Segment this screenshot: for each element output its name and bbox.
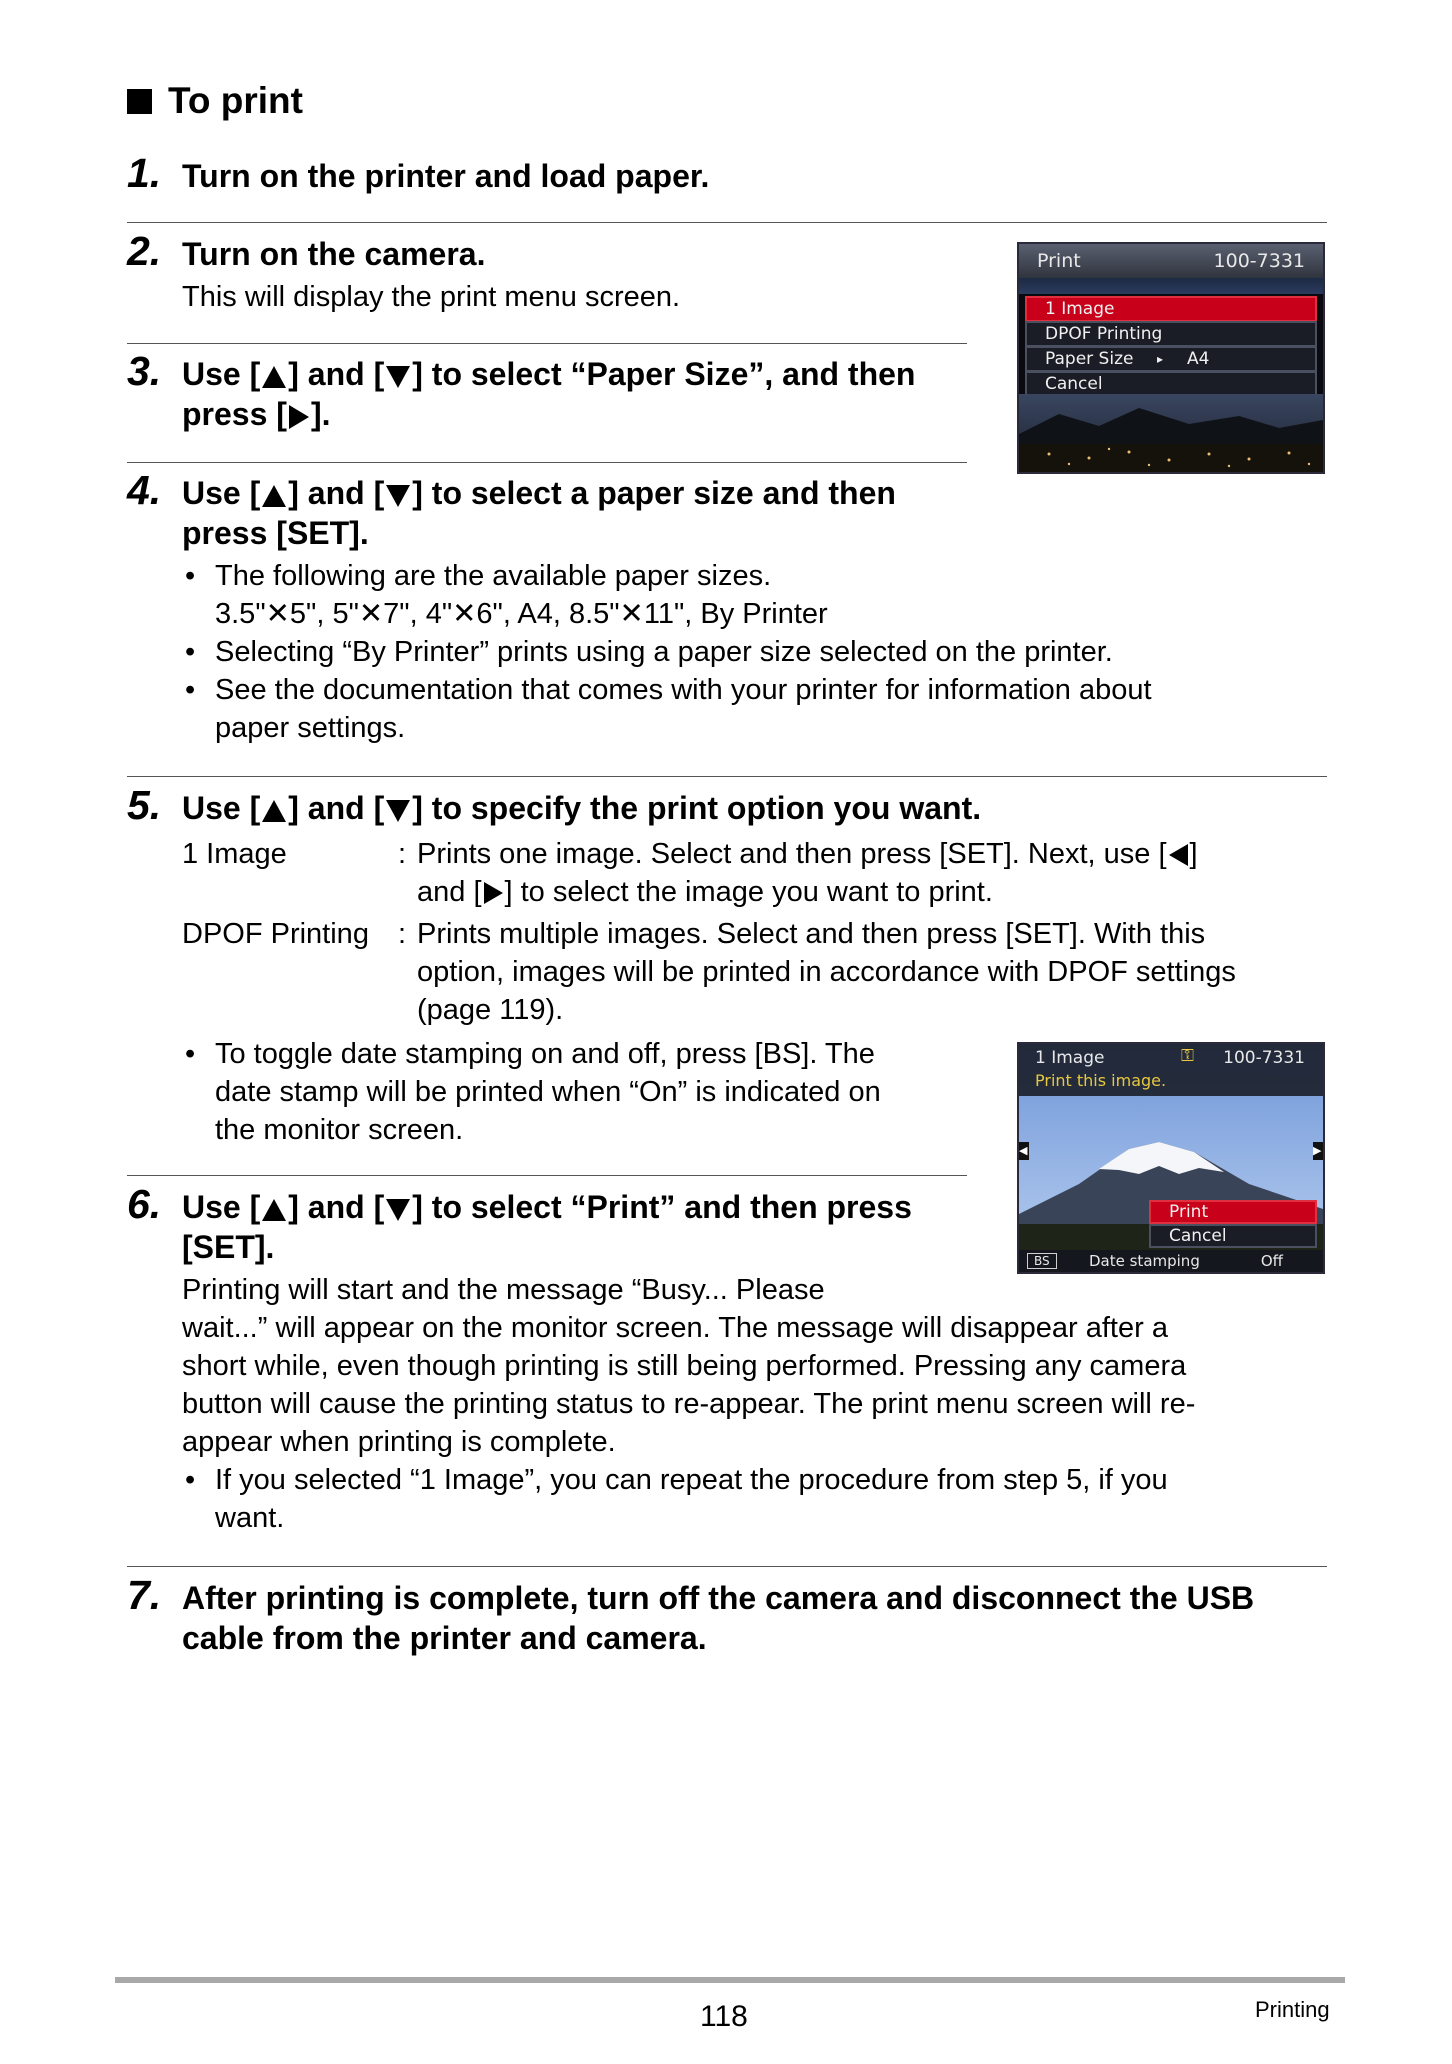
option-colon: : xyxy=(398,838,407,870)
left-arrow-icon xyxy=(1169,844,1188,866)
up-arrow-icon xyxy=(262,1199,286,1221)
divider xyxy=(127,1175,967,1176)
step-number: 2. xyxy=(127,228,162,274)
down-arrow-icon xyxy=(386,485,410,507)
step-number: 6. xyxy=(127,1181,162,1227)
next-image-icon[interactable]: ▶ xyxy=(1313,1142,1323,1160)
section-heading-text: To print xyxy=(168,80,303,121)
submenu-arrow-icon: ▸ xyxy=(1157,352,1164,366)
print-menu-screen xyxy=(1017,242,1325,474)
option-name-1-image: 1 Image xyxy=(182,838,287,870)
option-desc-dpof: Prints multiple images. Select and then press [SET]. With this option, images will be printed in accordance with DPOF settings (page 119). xyxy=(417,918,1236,1026)
step-title: Use [ ] and [ ] to select a paper size and then xyxy=(182,475,896,511)
step-title: Turn on the camera. xyxy=(182,236,486,272)
bullet-item: • To toggle date stamping on and off, press [BS]. The date stamp will be printed when “On” is indicated on the monitor screen. xyxy=(185,1038,881,1146)
city-night-photo xyxy=(1019,394,1323,472)
down-arrow-icon xyxy=(386,366,410,388)
print-confirm-screen xyxy=(1017,1042,1325,1274)
divider xyxy=(127,776,1327,777)
step-title: Turn on the printer and load paper. xyxy=(182,158,710,194)
divider xyxy=(127,1566,1327,1567)
step-number: 3. xyxy=(127,348,162,394)
menu-item-paper-size[interactable]: Paper Size ▸ A4 xyxy=(1025,346,1317,372)
up-arrow-icon xyxy=(262,485,286,507)
step-body: This will display the print menu screen. xyxy=(182,281,681,313)
divider xyxy=(127,343,967,344)
divider xyxy=(127,222,1327,223)
screen-title-bar xyxy=(1019,244,1323,278)
up-arrow-icon xyxy=(262,366,286,388)
step-number: 4. xyxy=(127,467,162,513)
bullet-item: • See the documentation that comes with your printer for information about paper settings. xyxy=(185,674,1152,744)
page-number: 118 xyxy=(700,2000,748,2033)
screen-title: Print xyxy=(1037,250,1081,272)
menu-item-dpof-printing[interactable]: DPOF Printing xyxy=(1025,321,1317,347)
section-heading xyxy=(127,80,303,122)
right-arrow-icon xyxy=(484,882,503,904)
bullet-item: • The following are the available paper sizes. 3.5"✕5", 5"✕7", 4"✕6", A4, 8.5"✕11", By Printer xyxy=(185,560,828,630)
bs-button-icon: BS xyxy=(1027,1253,1057,1269)
footer-rule xyxy=(115,1977,1345,1983)
option-desc-1-image: Prints one image. Select and then press [SET]. Next, use [ ] and [ ] to select the image you want to print. xyxy=(417,838,1198,908)
option-name-dpof: DPOF Printing xyxy=(182,918,369,950)
step-title: Use [ ] and [ ] to select “Print” and then press xyxy=(182,1189,912,1225)
divider xyxy=(127,462,967,463)
screen-title: 1 Image xyxy=(1035,1048,1105,1068)
step-title-line2: press [SET]. xyxy=(182,515,369,551)
square-bullet-icon xyxy=(127,89,152,114)
bullet-item: • If you selected “1 Image”, you can repeat the procedure from step 5, if you want. xyxy=(185,1464,1168,1534)
up-arrow-icon xyxy=(262,800,286,822)
file-number: 100-7331 xyxy=(1213,250,1305,272)
step-number: 7. xyxy=(127,1572,162,1618)
step-title-line2: press [ ]. xyxy=(182,396,331,432)
screen-subtitle: Print this image. xyxy=(1035,1071,1167,1090)
step-title: Use [ ] and [ ] to specify the print option you want. xyxy=(182,790,982,826)
bullet-item: • Selecting “By Printer” prints using a paper size selected on the printer. xyxy=(185,636,1113,668)
down-arrow-icon xyxy=(386,1199,410,1221)
protect-key-icon: ⚿ xyxy=(1181,1046,1194,1066)
menu-item-print[interactable]: Print xyxy=(1149,1200,1317,1224)
date-stamping-value: Off xyxy=(1260,1252,1283,1270)
paper-size-value: A4 xyxy=(1187,349,1210,369)
section-label: Printing xyxy=(1255,1997,1330,2022)
step-6-body: Printing will start and the message “Busy... Please wait...” will appear on the monitor screen. The message will disappear after a short while, even though printing is still being performed. Pressing any camera button will cause the printing status to re-appear. The print menu screen will re- appear when printing is complete. xyxy=(182,1274,1196,1458)
menu-item-cancel[interactable]: Cancel xyxy=(1149,1224,1317,1248)
step-title-line2: [SET]. xyxy=(182,1229,275,1265)
step-number: 1. xyxy=(127,150,162,196)
step-title: Use [ ] and [ ] to select “Paper Size”, and then xyxy=(182,356,916,392)
menu-item-1-image[interactable]: 1 Image xyxy=(1025,296,1317,322)
date-stamp-bar xyxy=(1019,1250,1323,1272)
date-stamping-label: Date stamping xyxy=(1089,1252,1200,1270)
file-number: 100-7331 xyxy=(1223,1048,1305,1068)
right-arrow-icon xyxy=(289,405,309,429)
prev-image-icon[interactable]: ◀ xyxy=(1019,1142,1029,1160)
step-title: After printing is complete, turn off the camera and disconnect the USB xyxy=(182,1580,1255,1616)
menu-item-cancel[interactable]: Cancel xyxy=(1025,371,1317,397)
step-number: 5. xyxy=(127,782,162,828)
step-title-line2: cable from the printer and camera. xyxy=(182,1620,707,1656)
down-arrow-icon xyxy=(386,800,410,822)
option-colon: : xyxy=(398,918,407,950)
